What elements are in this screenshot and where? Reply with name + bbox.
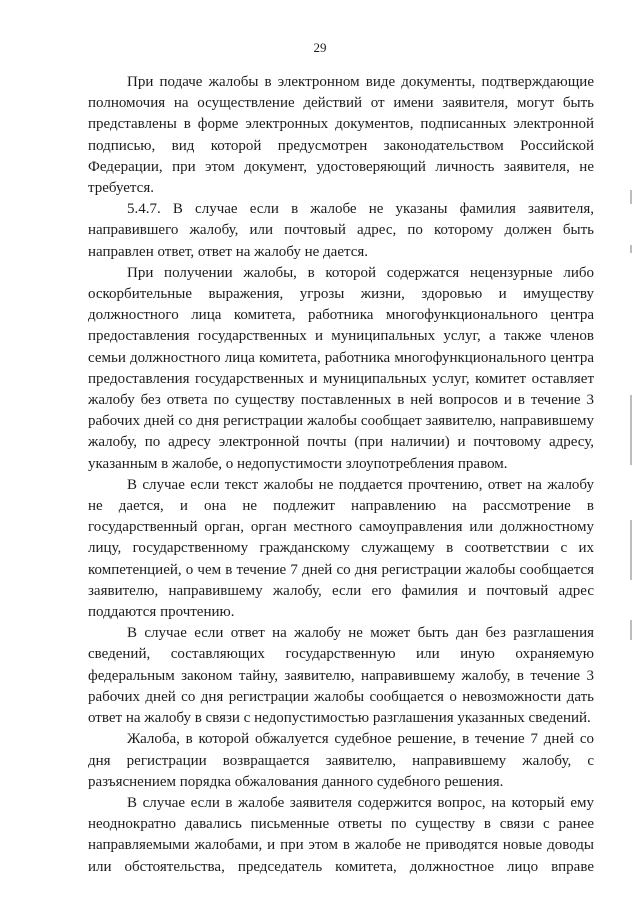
scan-artifact [630, 395, 632, 465]
scan-artifact [630, 190, 632, 204]
paragraph-state-secret: В случае если ответ на жалобу не может быть дан без разглашения сведений, составляющих государственную или иную охраняемую федеральным законом тайну, заявителю, направившему жалобу, в течение 3 рабочих дней со дня регистрации жалобы сообщается о невозможности дать ответ на жалобу в связи с недопустимостью разглашения указанных сведений. [88, 625, 594, 727]
scan-artifact [630, 245, 632, 253]
paragraph-5-4-7: 5.4.7. В случае если в жалобе не указаны фамилия заявителя, направившего жалобу, или почтовый адрес, по которому должен быть направлен ответ, ответ на жалобу не дается. [88, 201, 594, 260]
page-number: 29 [313, 40, 327, 55]
paragraph-unreadable-text: В случае если текст жалобы не поддается прочтению, ответ на жалобу не дается, и она не подлежит направлению на рассмотрение в государственный орган, орган местного самоуправления или должностному лицу, государственному гражданскому служащему в соответствии с их компетенцией, о чем в течение 7 дней со дня регистрации жалобы сообщается заявителю, направившему жалобу, если его фамилия и почтовый адрес поддаются прочтению. [88, 476, 594, 621]
document-body [88, 72, 594, 878]
paragraph-court-decision: Жалоба, в которой обжалуется судебное решение, в течение 7 дней со дня регистрации возвращается заявителю, направившему жалобу, с разъяснением порядка обжалования данного судебного решения. [88, 731, 594, 790]
paragraph-electronic-submission: При подаче жалобы в электронном виде документы, подтверждающие полномочия на осуществление действий от имени заявителя, могут быть представлены в форме электронных документов, подписанных электронной подписью, вид которой предусмотрен законодательством Российской Федерации, при этом документ, удостоверяющий личность заявителя, не требуется. [88, 74, 594, 197]
scan-artifact [630, 620, 632, 640]
scan-artifact [630, 520, 632, 580]
paragraph-obscene-language: При получении жалобы, в которой содержатся нецензурные либо оскорбительные выражения, угрозы жизни, здоровью и имуществу должностного лица комитета, работника многофункционального центра предоставления государственных и муниципальных услуг, а также членов семьи должностного лица комитета, работника многофункционального центра предоставления государственных и муниципальных услуг, комитет оставляет жалобу без ответа по существу поставленных в ней вопросов и в течение 3 рабочих дней со дня регистрации жалобы сообщает заявителю, направившему жалобу, по адресу электронной почты (при наличии) и почтовому адресу, указанным в жалобе, о недопустимости злоупотребления правом. [88, 264, 594, 472]
paragraph-repeated-question: В случае если в жалобе заявителя содержится вопрос, на который ему неоднократно давались письменные ответы по существу в связи с ранее направляемыми жалобами, и при этом в жалобе не приводятся новые доводы или обстоятельства, председатель комитета, должностное лицо вправе [88, 794, 594, 875]
